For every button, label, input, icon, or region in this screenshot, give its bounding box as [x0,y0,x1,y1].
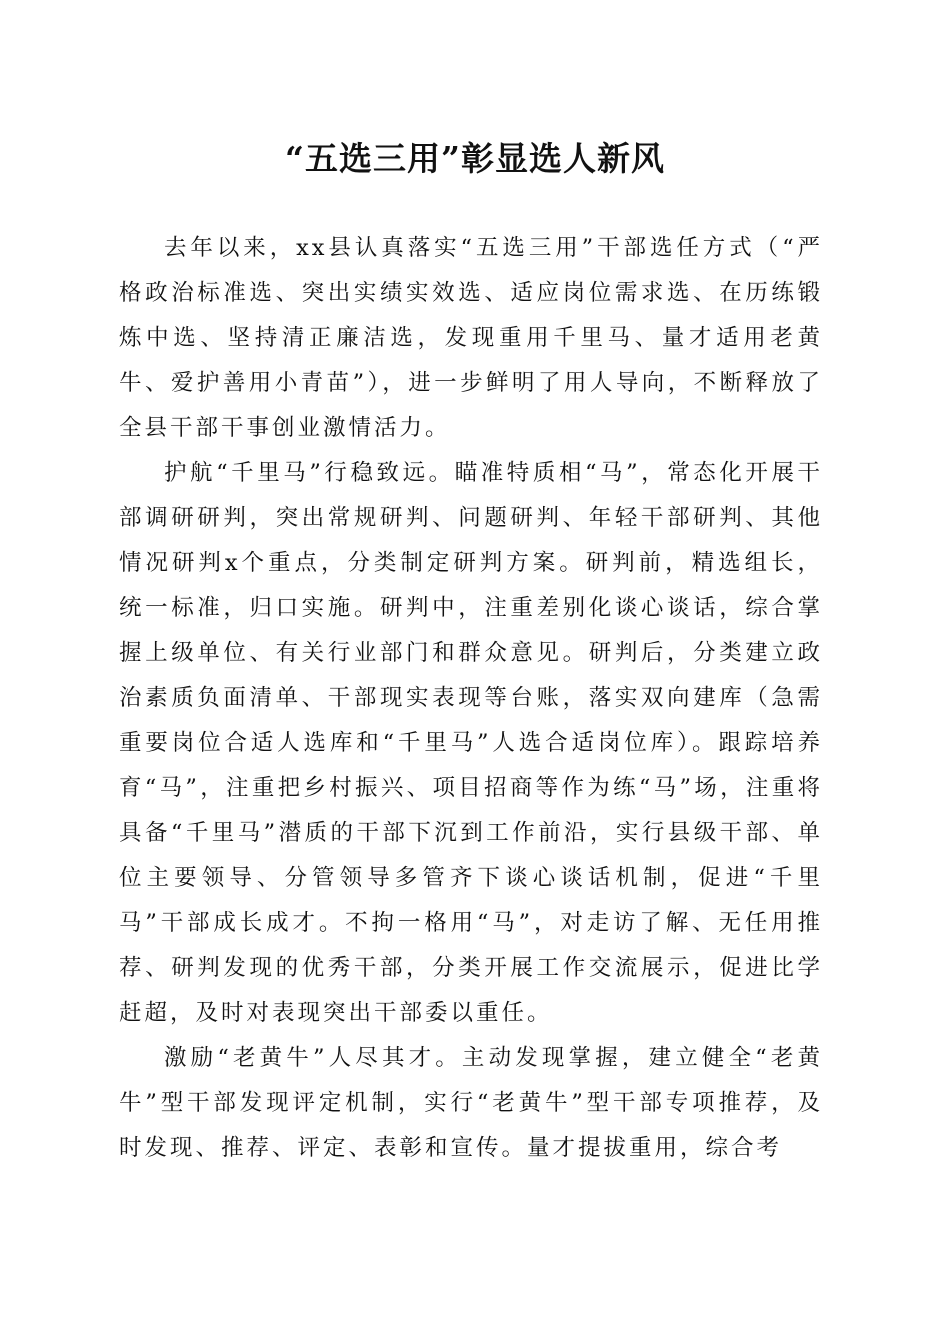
paragraph-intro: 去年以来，xx县认真落实“五选三用”干部选任方式（“严格政治标准选、突出实绩实效选、适应岗位需求选、在历练锻炼中选、坚持清正廉洁选，发现重用千里马、量才适用老黄牛、爱护善用小青苗”），进一步鲜明了用人导向，不断释放了全县干部干事创业激情活力。 [119,235,823,441]
paragraph-laohuangniu: 激励“老黄牛”人尽其才。主动发现掌握，建立健全“老黄牛”型干部发现评定机制，实行“老黄牛”型干部专项推荐，及时发现、推荐、评定、表彰和宣传。量才提拔重用，综合考 [119,1045,823,1161]
document-title: “五选三用”彰显选人新风 [285,139,665,178]
document-body [119,226,823,1171]
paragraph-qianlima: 护航“千里马”行稳致远。瞄准特质相“马”，常态化开展干部调研研判，突出常规研判、问题研判、年轻干部研判、其他情况研判x个重点，分类制定研判方案。研判前，精选组长，统一标准，归口实施。研判中，注重差别化谈心谈话，综合掌握上级单位、有关行业部门和群众意见。研判后，分类建立政治素质负面清单、干部现实表现等台账，落实双向建库（急需重要岗位合适人选库和“千里马”人选合适岗位库）。跟踪培养育“马”，注重把乡村振兴、项目招商等作为练“马”场，注重将具备“千里马”潜质的干部下沉到工作前沿，实行县级干部、单位主要领导、分管领导多管齐下谈心谈话机制，促进“千里马”干部成长成才。不拘一格用“马”，对走访了解、无任用推荐、研判发现的优秀干部，分类开展工作交流展示，促进比学赶超，及时对表现突出干部委以重任。 [119,460,823,1026]
